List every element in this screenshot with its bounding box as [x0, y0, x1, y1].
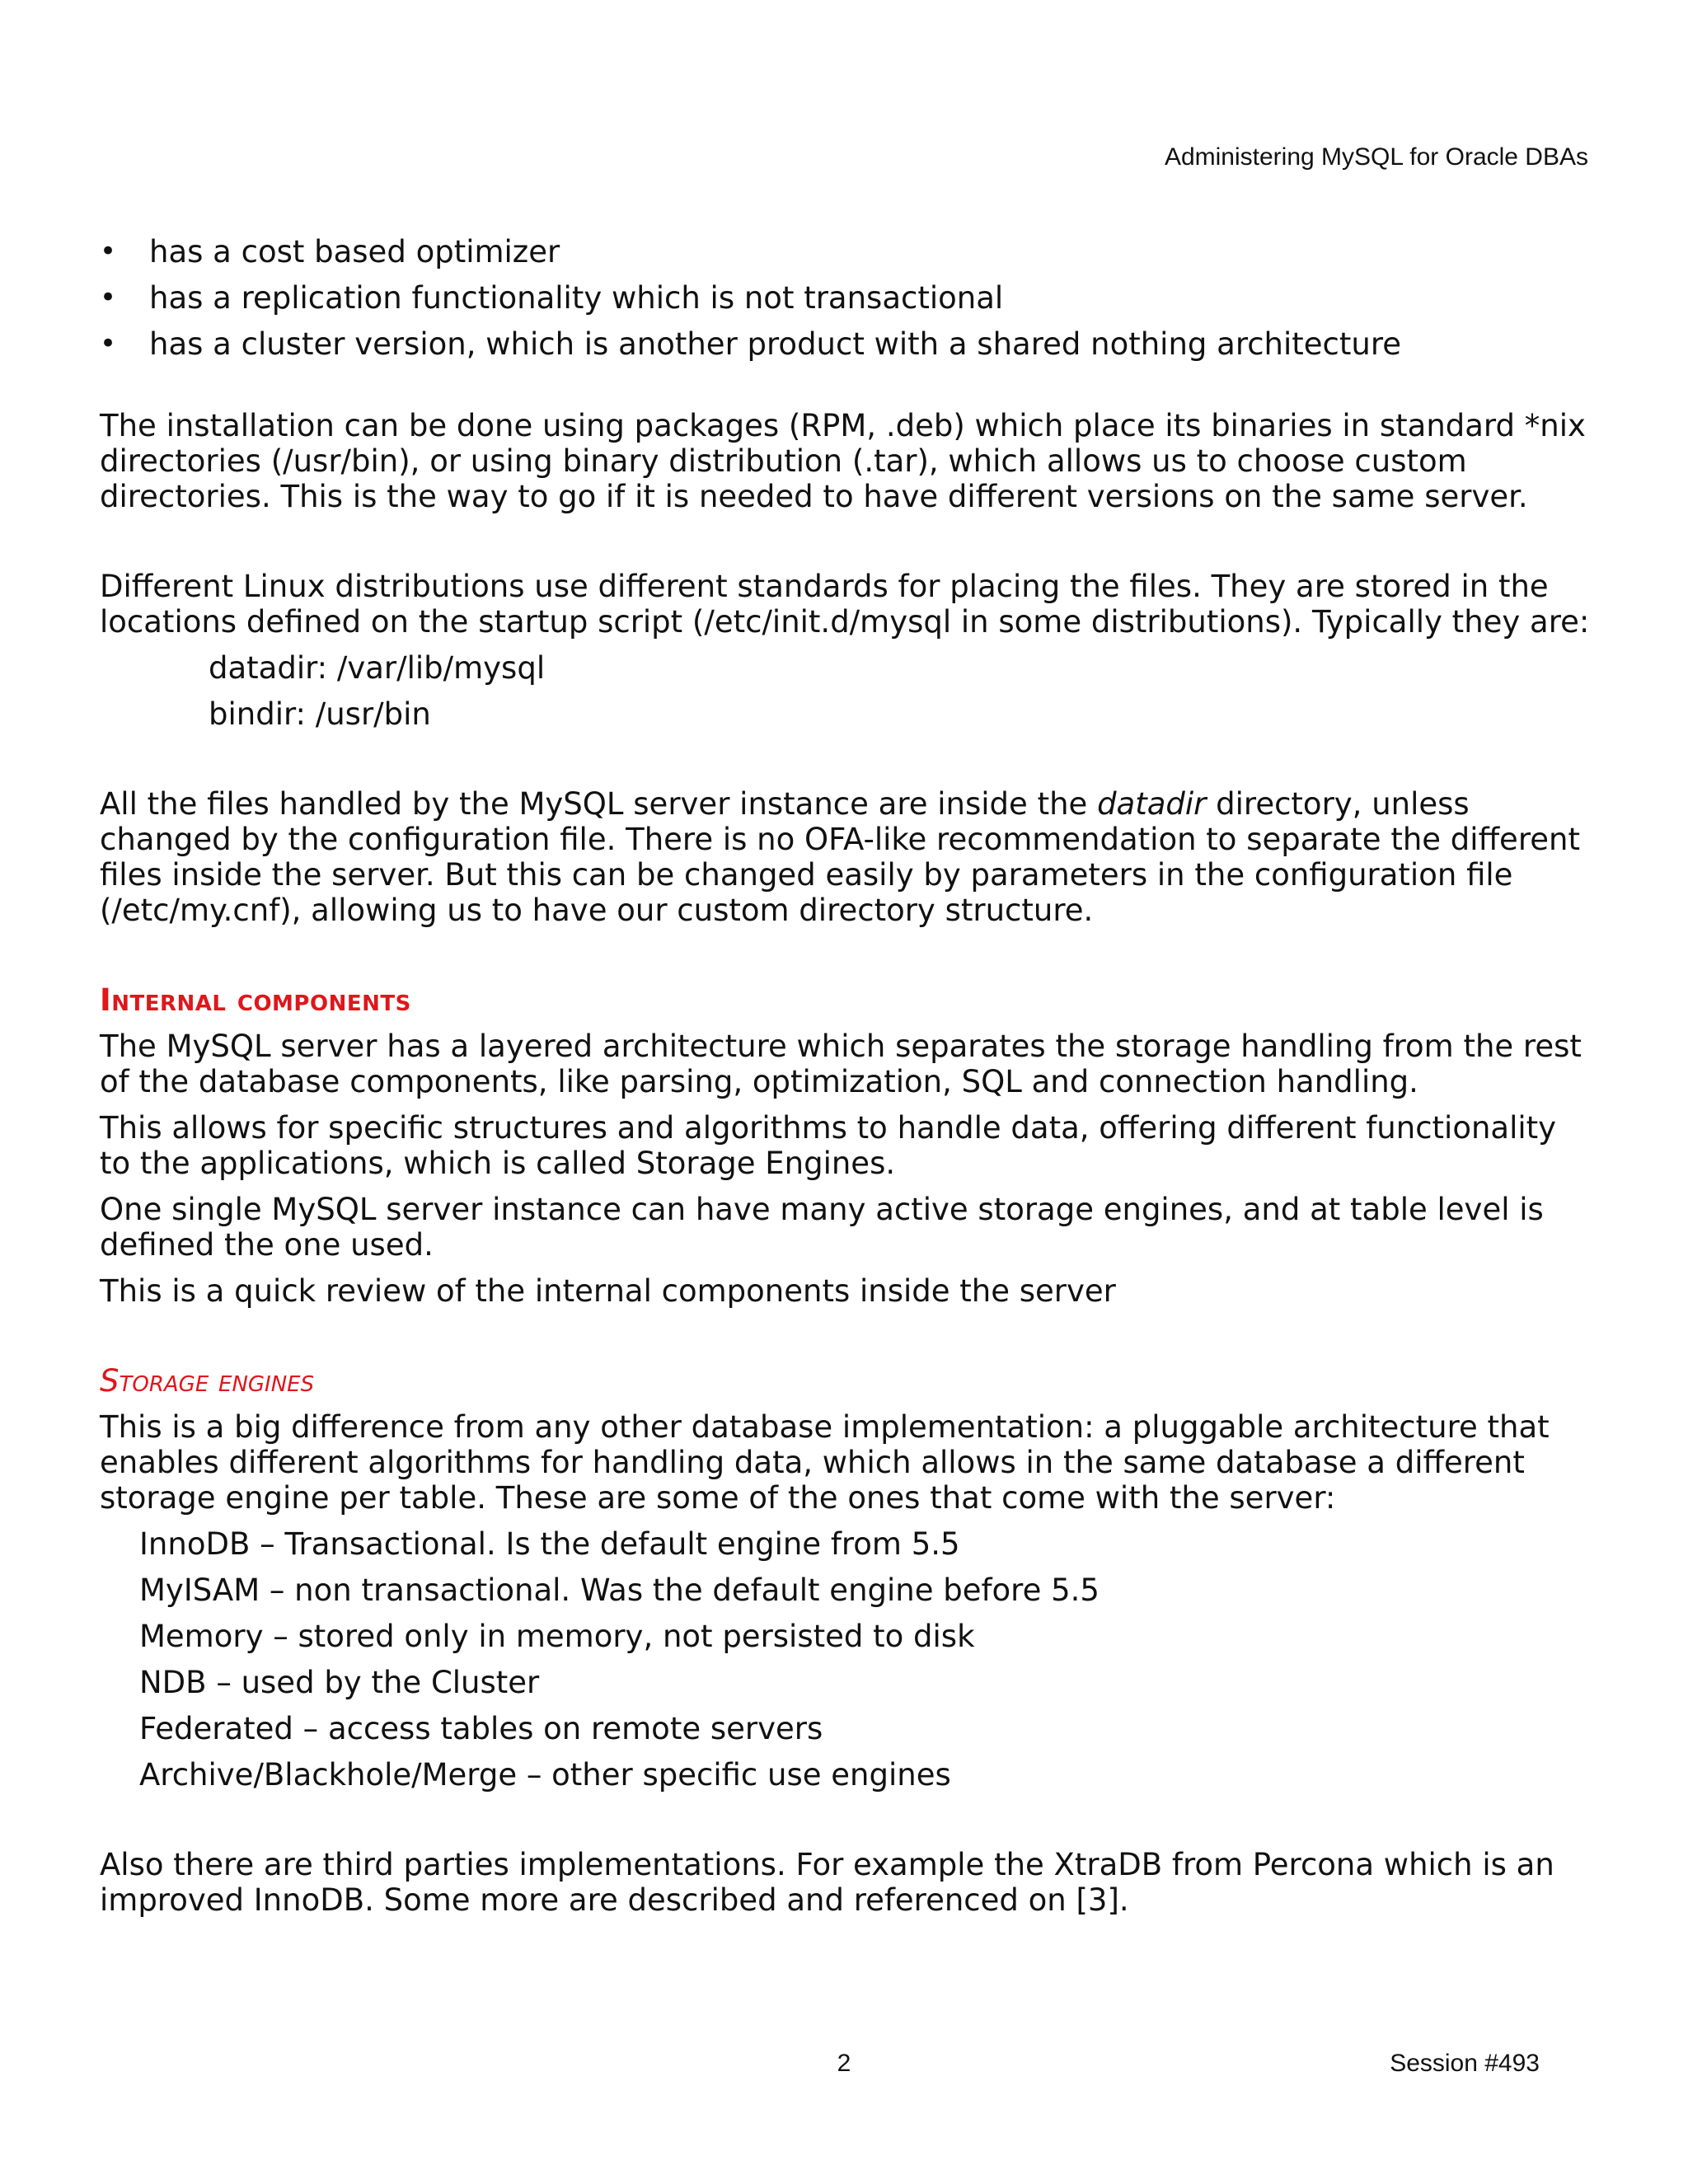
third-parties-paragraph: Also there are third parties implementations. For example the XtraDB from Percona which is an improved InnoDB. Some more are described and referenced on [3]. [100, 1847, 1554, 1918]
engine-item: InnoDB – Transactional. Is the default engine from 5.5 [139, 1526, 960, 1562]
datadir-emphasis: datadir [1097, 786, 1207, 822]
feature-list [100, 234, 1592, 362]
directory-item: datadir: /var/lib/mysql [209, 650, 546, 686]
list-item [100, 280, 1592, 316]
internal-paragraph: One single MySQL server instance can have many active storage engines, and at table level is defined the one used. [100, 1192, 1544, 1263]
internal-components-heading: Internal components [100, 982, 411, 1018]
engine-item: Archive/Blackhole/Merge – other specific use engines [139, 1757, 951, 1793]
bullet-icon: • [100, 327, 117, 360]
storage-engines-intro: This is a big difference from any other database implementation: a pluggable architecture that enables different algorithms for handling data, which allows in the same database a different storage engine per table. These are some of the ones that come with the server: [100, 1409, 1550, 1516]
internal-paragraph: The MySQL server has a layered architecture which separates the storage handling from the rest of the database components, like parsing, optimization, SQL and connection handling. [100, 1029, 1582, 1099]
page-number: 2 [837, 2050, 851, 2077]
engine-list [100, 1526, 1592, 1793]
installation-paragraph: The installation can be done using packages (RPM, .deb) which place its binaries in standard *nix directories (/usr/bin), or using binary distribution (.tar), which allows us to choose custom directories. This is the way to go if it is needed to have different versions on the same server. [100, 408, 1586, 514]
engine-item: MyISAM – non transactional. Was the default engine before 5.5 [139, 1572, 1100, 1608]
engine-item: Federated – access tables on remote servers [139, 1711, 823, 1746]
bullet-icon: • [100, 235, 117, 268]
files-text-end: directory, unless changed by the configuration file. There is no OFA-like recommendation to separate the different files inside the server. But this can be changed easily by parameters in the configuration file (/etc/my.cnf), allowing us to have our custom directory structure. [100, 786, 1580, 928]
list-item [100, 234, 1592, 269]
directory-list [100, 650, 1592, 732]
engine-item: Memory – stored only in memory, not persisted to disk [139, 1619, 975, 1654]
storage-engines-heading: Storage engines [100, 1363, 315, 1399]
session-label: Session #493 [1390, 2050, 1540, 2077]
files-paragraph [100, 786, 1592, 928]
list-item [100, 326, 1592, 362]
running-header: Administering MySQL for Oracle DBAs [1164, 143, 1588, 171]
distributions-paragraph: Different Linux distributions use different standards for placing the files. They are stored in the locations defined on the startup script (/etc/init.d/mysql in some distributions). Typically they are: [100, 569, 1590, 640]
internal-paragraph: This allows for specific structures and algorithms to handle data, offering different functionality to the applications, which is called Storage Engines. [100, 1110, 1557, 1181]
internal-paragraph: This is a quick review of the internal components inside the server [100, 1273, 1116, 1309]
page-body [100, 234, 1592, 1918]
list-item-text: has a cluster version, which is another product with a shared nothing architecture [149, 326, 1402, 362]
engine-item: NDB – used by the Cluster [139, 1665, 540, 1700]
list-item-text: has a replication functionality which is not transactional [149, 280, 1004, 316]
directory-item: bindir: /usr/bin [209, 696, 431, 732]
list-item-text: has a cost based optimizer [149, 234, 560, 269]
files-text-start: All the files handled by the MySQL server instance are inside the [100, 786, 1098, 822]
bullet-icon: • [100, 281, 117, 314]
